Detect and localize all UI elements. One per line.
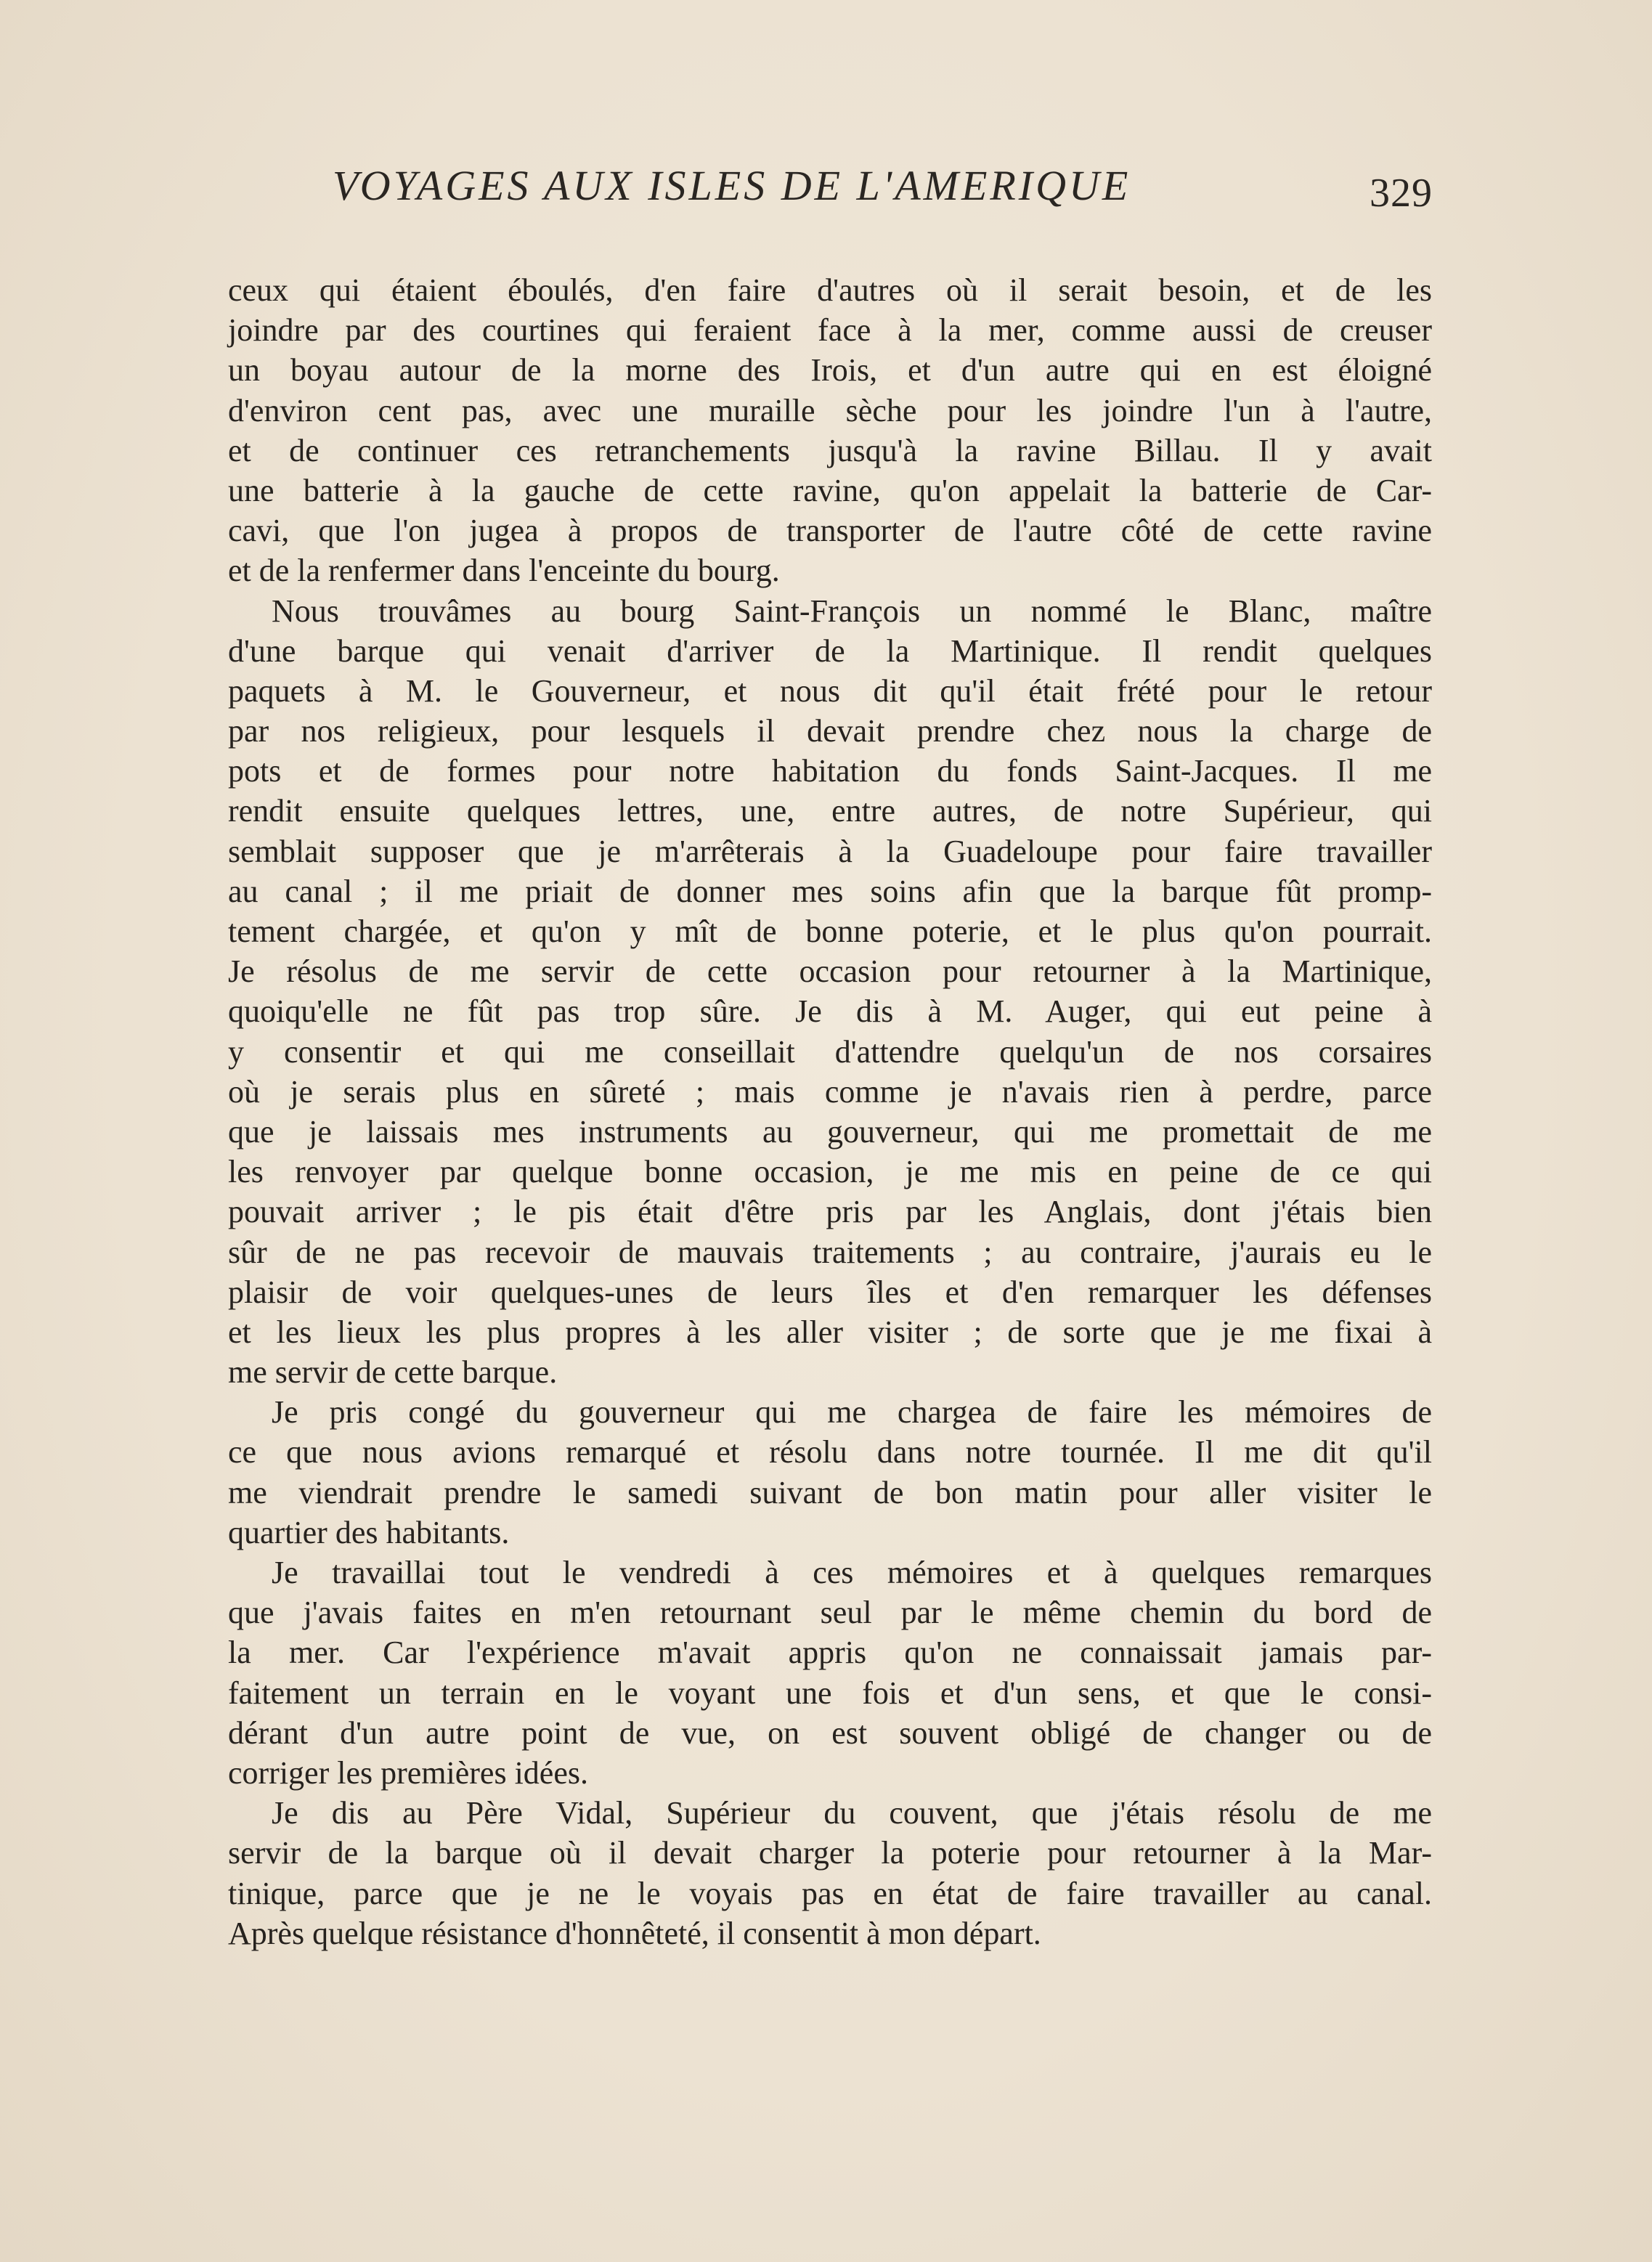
text-line: par nos religieux, pour lesquels il devait prendre chez nous la charge de [228, 713, 1432, 749]
text-line: dérant d'un autre point de vue, on est souvent obligé de changer ou de [228, 1714, 1432, 1751]
text-line: Je pris congé du gouverneur qui me chargea de faire les mémoires de [272, 1394, 1432, 1431]
text-line: quoiqu'elle ne fût pas trop sûre. Je dis à M. Auger, qui eut peine à [228, 993, 1432, 1030]
text-line: et les lieux les plus propres à les aller visiter ; de sorte que je me fixai à [228, 1314, 1432, 1350]
running-title: VOYAGES AUX ISLES DE L'AMERIQUE [333, 162, 1131, 209]
text-line: et de continuer ces retranchements jusqu'à la ravine Billau. Il y avait [228, 432, 1432, 468]
text-line: cavi, que l'on jugea à propos de transporter de l'autre côté de cette ravine [228, 513, 1432, 549]
paragraph [228, 1553, 1432, 1793]
text-line: plaisir de voir quelques-unes de leurs îles et d'en remarquer les défenses [228, 1274, 1432, 1310]
text-line: au canal ; il me priait de donner mes soins afin que la barque fût promp- [228, 873, 1432, 909]
paragraph [228, 591, 1432, 1393]
page-header [333, 161, 1433, 227]
paragraph [228, 1392, 1432, 1553]
text-line: ceux qui étaient éboulés, d'en faire d'autres où il serait besoin, et de les [228, 272, 1432, 308]
text-line: d'environ cent pas, avec une muraille sèche pour les joindre l'un à l'autre, [228, 392, 1432, 428]
text-line: tinique, parce que je ne le voyais pas en état de faire travailler au canal. [228, 1875, 1432, 1911]
text-line: un boyau autour de la morne des Irois, et d'un autre qui en est éloigné [228, 352, 1432, 388]
text-line: tement chargée, et qu'on y mît de bonne poterie, et le plus qu'on pourrait. [228, 914, 1432, 949]
text-line: où je serais plus en sûreté ; mais comme je n'avais rien à perdre, parce [228, 1073, 1432, 1110]
text-line: quartier des habitants. [228, 1514, 510, 1550]
text-line: Je dis au Père Vidal, Supérieur du couvent, que j'étais résolu de me [272, 1795, 1432, 1831]
page-number: 329 [1370, 171, 1433, 216]
text-line: corriger les premières idées. [228, 1754, 588, 1791]
body-text [228, 270, 1432, 1953]
text-line: me viendrait prendre le samedi suivant de bon matin pour aller visiter le [228, 1474, 1432, 1510]
text-line: Nous trouvâmes au bourg Saint-François un nommé le Blanc, maître [272, 593, 1432, 629]
text-line: joindre par des courtines qui feraient face à la mer, comme aussi de creuser [228, 312, 1432, 349]
text-line: une batterie à la gauche de cette ravine, qu'on appelait la batterie de Car- [228, 472, 1432, 508]
text-line: y consentir et qui me conseillait d'attendre quelqu'un de nos corsaires [228, 1033, 1432, 1070]
text-line: Je travaillai tout le vendredi à ces mémoires et à quelques remarques [272, 1555, 1432, 1590]
text-line: pots et de formes pour notre habitation du fonds Saint-Jacques. Il me [228, 753, 1432, 789]
text-line: la mer. Car l'expérience m'avait appris qu'on ne connaissait jamais par- [228, 1635, 1432, 1671]
text-line: paquets à M. le Gouverneur, et nous dit qu'il était frété pour le retour [228, 672, 1432, 709]
text-line: faitement un terrain en le voyant une fois et d'un sens, et que le consi- [228, 1675, 1432, 1711]
text-line: et de la renfermer dans l'enceinte du bourg. [228, 553, 780, 589]
text-line: sûr de ne pas recevoir de mauvais traitements ; au contraire, j'aurais eu le [228, 1234, 1432, 1270]
paragraph [228, 270, 1432, 591]
text-line: d'une barque qui venait d'arriver de la Martinique. Il rendit quelques [228, 632, 1432, 669]
text-line: semblait supposer que je m'arrêterais à la Guadeloupe pour faire travailler [228, 833, 1432, 869]
text-line: Après quelque résistance d'honnêteté, il consentit à mon départ. [228, 1915, 1041, 1951]
paragraph [228, 1793, 1432, 1953]
text-line: que je laissais mes instruments au gouverneur, qui me promettait de me [228, 1113, 1432, 1150]
text-line: me servir de cette barque. [228, 1354, 558, 1391]
text-line: servir de la barque où il devait charger la poterie pour retourner à la Mar- [228, 1835, 1432, 1871]
text-line: rendit ensuite quelques lettres, une, entre autres, de notre Supérieur, qui [228, 793, 1432, 829]
text-line: pouvait arriver ; le pis était d'être pris par les Anglais, dont j'étais bien [228, 1194, 1432, 1230]
text-line: les renvoyer par quelque bonne occasion, je me mis en peine de ce qui [228, 1154, 1432, 1190]
text-line: ce que nous avions remarqué et résolu dans notre tournée. Il me dit qu'il [228, 1434, 1432, 1470]
text-line: que j'avais faites en m'en retournant seul par le même chemin du bord de [228, 1595, 1432, 1631]
text-line: Je résolus de me servir de cette occasion pour retourner à la Martinique, [228, 953, 1432, 990]
